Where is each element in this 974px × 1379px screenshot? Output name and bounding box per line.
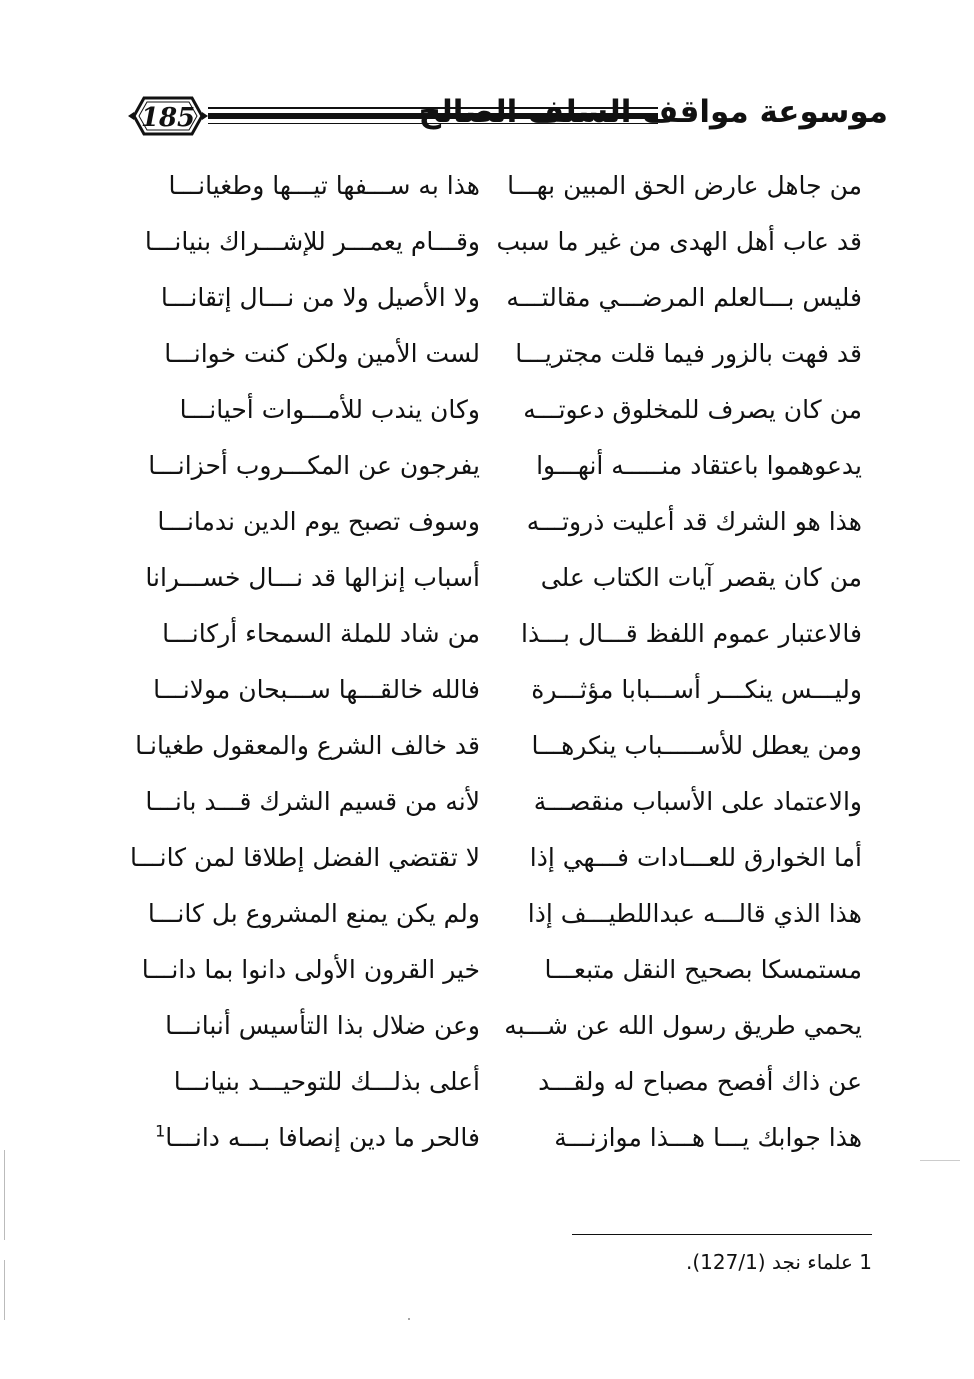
verse-second-hemistich: لا تقتضي الفضل إطلاقا لمن كانـــا [130,843,480,872]
verse-first-hemistich: من كان يصرف للمخلوق دعوتـــه [523,395,862,424]
footnote-reference[interactable]: 1 [155,1121,166,1141]
verse-first-hemistich: هذا الذي قالـــه عبداللطيـــف إذا [527,899,862,928]
verse [0,438,974,494]
verse-first-hemistich: وليـــس ينكـــر أســـبابا مؤثـــرة [531,675,862,704]
verse-second-hemistich: لست الأمين ولكن كنت خوانـــا [164,339,480,368]
page-number: 185 [140,103,196,133]
verse-second-hemistich: وكان يندب للأمـــوات أحيانـــا [179,395,480,424]
verse-first-hemistich: والاعتماد على الأسباب منقصـــة [533,787,862,816]
verse-second-hemistich: ولم يكن يمنع المشروع بل كانـــا [147,899,480,928]
verse [0,942,974,998]
footnote-number: 1 [859,1250,872,1274]
scan-margin-line [4,1260,5,1320]
verse-first-hemistich: يحمي طريق رسول الله عن شـــبه [504,1011,862,1040]
verse-second-hemistich: خير القرون الأولى دانوا بما دانـــا [141,955,480,984]
verse [0,326,974,382]
verse [0,718,974,774]
footnote-text: علماء نجد (127/1). [685,1250,853,1274]
verse [0,382,974,438]
verse-second-hemistich: يفرجون عن المكـــروب أحزانـــا [148,451,480,480]
verse [0,774,974,830]
verse [0,1110,974,1166]
verse [0,886,974,942]
verse-second-hemistich: هذا به ســـفها تيـــها وطغيانـــا [168,171,480,200]
page-header [128,88,888,158]
footnote [372,1247,872,1277]
footnote-separator [572,1234,872,1235]
verse [0,998,974,1054]
verse [0,1054,974,1110]
verse-first-hemistich: أما الخوارق للعـــادات فـــهي إذا [529,843,862,872]
verse [0,494,974,550]
verse-second-hemistich-text: فالحر ما دين إنصافا بـــه دانـــا [165,1123,480,1152]
verse-second-hemistich: ولا الأصيل ولا من نـــال إتقانـــا [160,283,480,312]
verse-first-hemistich: عن ذاك أفصح مصباح له ولقـــد [538,1067,862,1096]
verse [0,214,974,270]
verse [0,158,974,214]
scan-dot [408,1318,410,1320]
verse-first-hemistich: مستمسكا بصحيح النقل متبعـــا [544,955,862,984]
verse [0,662,974,718]
verse-first-hemistich: يدعوهموا باعتقاد منـــــه أنهـــوا [536,451,862,480]
verse [0,270,974,326]
verse [0,550,974,606]
verse-second-hemistich: فالله خالقـــها ســـبحان مولانـــا [153,675,480,704]
verse-second-hemistich: أعلى بذلـــك للتوحيـــد بنيانـــا [173,1067,480,1096]
verse-second-hemistich: أسباب إنزالها قد نـــال خســـرانا [145,563,480,592]
series-title: موسوعة مواقف السلف الصالح [418,94,888,130]
verse-first-hemistich: فالاعتبار عموم اللفظ قـــال بـــذا [521,619,862,648]
verse-second-hemistich: وسوف تصبح يوم الدين ندمانـــا [157,507,480,536]
verse [0,606,974,662]
verse-first-hemistich: قد فهت بالزور فيما قلت مجتريـــا [515,339,862,368]
verse-second-hemistich [130,1110,480,1166]
verse-second-hemistich: وقـــام يعمـــر للإشـــراك بنيانـــا [144,227,480,256]
scan-margin-line [4,1150,5,1240]
verse-second-hemistich: قد خالف الشرع والمعقول طغيانـا [135,731,480,760]
verse-first-hemistich: من كان يقصر آيات الكتاب على [540,563,862,592]
verse-first-hemistich: فليس بـــالعلم المرضـــي مقالتـــه [506,283,862,312]
verse-second-hemistich: وعن ضلال بذا التأسيس أنبانـــا [165,1011,480,1040]
verse-second-hemistich: من شاد للملة السمحاء أركانـــا [162,619,480,648]
verse-first-hemistich: هذا جوابك يـــا هـــذا موازنـــة [554,1123,862,1152]
verse-second-hemistich: لأنه من قسيم الشرك قـــد بانـــا [145,787,480,816]
verse-first-hemistich: قد عاب أهل الهدى من غير ما سبب [496,227,862,256]
verse-first-hemistich: من جاهل عارض الحق المبين بهـــا [507,171,862,200]
scan-dash-mark [920,1160,960,1161]
verse [0,830,974,886]
verse-first-hemistich: ومن يعطل للأســـــباب ينكرهـــا [531,731,862,760]
verse-first-hemistich: هذا هو الشرك قد أعليت ذروتـــه [526,507,862,536]
page-number-badge [128,92,208,140]
